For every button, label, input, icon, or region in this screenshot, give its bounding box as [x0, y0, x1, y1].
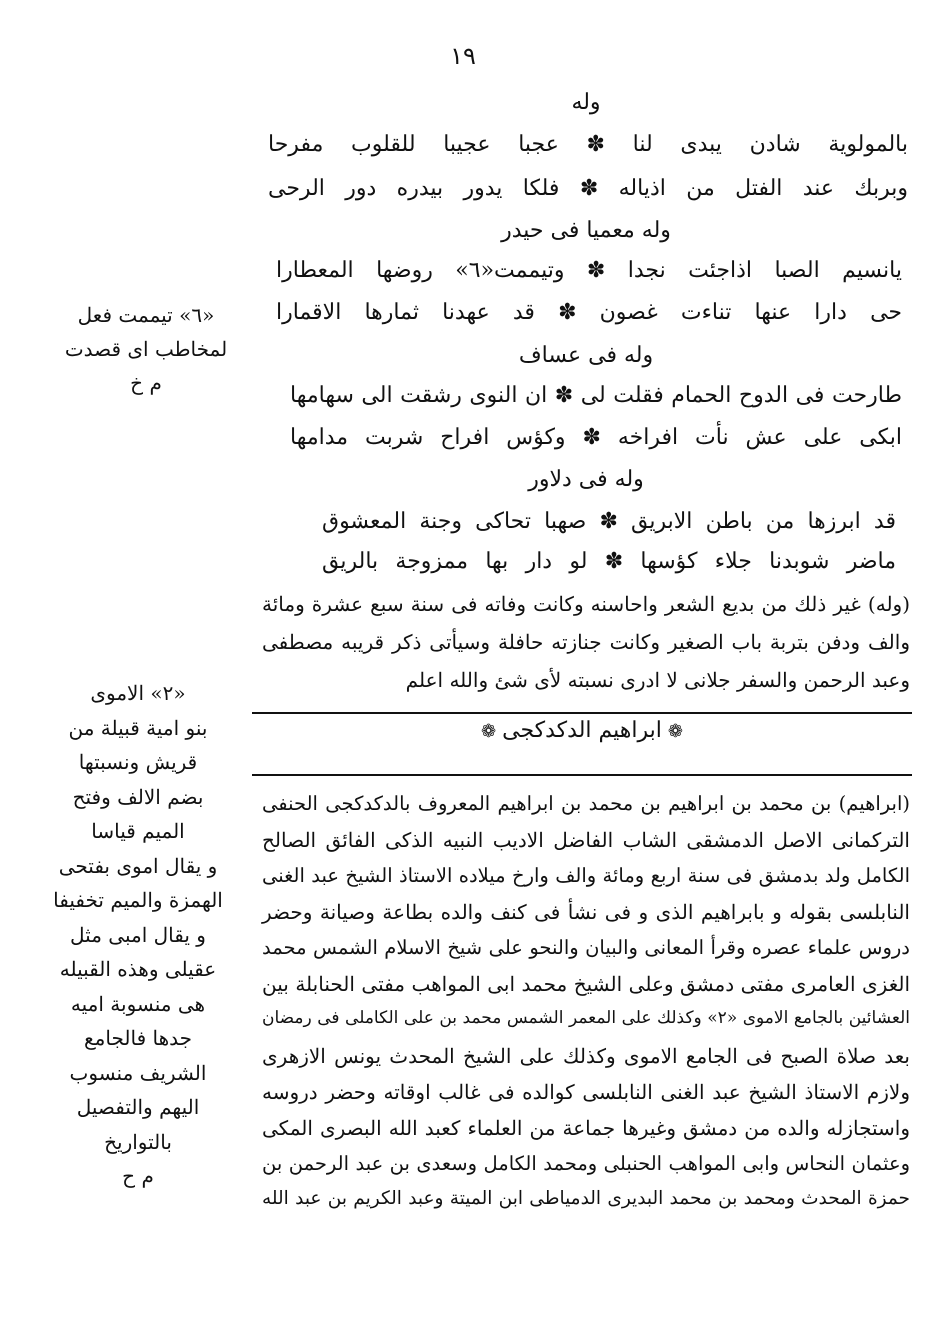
- margin-note-line: بضم الالف وفتح: [72, 784, 204, 809]
- paragraph-line: (وله) غير ذلك من بديع الشعر واحاسنه وكانت وفاته فى سنة سبع عشرة ومائة: [262, 592, 910, 616]
- header-rule-top: [252, 712, 912, 714]
- verse-line: ماضر شوبدنا جلاء كؤسها ✽ لو دار بها ممزوجة بالريق: [322, 549, 896, 574]
- biography-line: دروس علماء عصره وقرأ المعانى والبيان والنحو على شيخ الاسلام الشمس محمد: [262, 936, 910, 959]
- verse-line: وبربك عند الفتل من اذياله ✽ فلكا يدور بيدره دور الرحى: [268, 176, 908, 201]
- margin-note-line: و يقال اموى بفتحى: [58, 853, 218, 878]
- margin-note-line: اليهم والتفصيل: [76, 1095, 200, 1119]
- margin-note-line: هى منسوبة اميه: [70, 991, 206, 1016]
- poem-heading: وله معميا فى حيدر: [501, 218, 671, 243]
- poem-heading: وله فى عساف: [518, 343, 654, 368]
- margin-note-line: بالتواريخ: [104, 1129, 172, 1154]
- biography-line: الكامل ولد بدمشق فى سنة اربع ومائة والف وارخ ميلاده الاستاذ الشيخ عبد الغنى: [262, 864, 910, 887]
- biography-line: واستجازله والده من دمشق وغيرها جماعة من العلماء كعبد الله البصرى المكى: [262, 1116, 910, 1140]
- margin-note-line: الميم قياسا: [91, 819, 185, 843]
- margin-note-line: م ح: [122, 1164, 154, 1188]
- margin-note-line: «٦» تيممت فعل: [77, 303, 215, 327]
- biography-line: وعثمان النحاس وابى المواهب الحنبلى ومحمد الكامل وسعدى بن عبد الرحمن بن: [262, 1152, 910, 1175]
- biography-line: العشائين بالجامع الاموى «٢» وكذلك على المعمر الشمس محمد بن على الكاملى فى رمضان: [262, 1008, 910, 1028]
- margin-note: [52, 298, 240, 400]
- biography-line: (ابراهيم) بن محمد بن ابراهيم بن محمد بن ابراهيم المعروف بالدكدكجى الحنفى: [262, 792, 910, 815]
- margin-note-line: و يقال امبى مثل: [70, 922, 206, 947]
- margin-note-line: لمخاطب اى قصدت: [64, 337, 228, 361]
- verse-line: ابكى على عش نأت افراخه ✽ وكؤس افراح شربت مدامها: [290, 425, 902, 450]
- page-number: [0, 42, 926, 70]
- section-heading: [252, 718, 912, 743]
- biography-line: الغزى العامرى مفتى دمشق وعلى الشيخ محمد ابى المواهب مفتى الحنابلة بين: [262, 972, 910, 996]
- header-rule-bottom: [252, 774, 912, 776]
- paragraph-line: والف ودفن بتربة باب الصغير وكانت جنازته حافلة وسيأتى ذكر قريبه مصطفى: [262, 630, 910, 654]
- verse-line: قد ابرزها من باطن الابريق ✽ صهبا تحاكى وجنة المعشوق: [322, 509, 896, 534]
- verse-line: حى دارا عنها تناءت غصون ✽ قد عهدنا ثمارها الاقمارا: [276, 300, 902, 325]
- margin-note-line: «٢» الاموى: [90, 681, 186, 705]
- margin-note: [40, 676, 236, 1194]
- ornament-icon: ❁: [667, 721, 683, 742]
- margin-note-line: الشريف منسوب: [69, 1060, 207, 1085]
- section-heading-text: ابراهيم الدكدكجى: [502, 718, 662, 743]
- verse-line: يانسيم الصبا اذاجئت نجدا ✽ وتيممت«٦» روضها المعطارا: [276, 258, 902, 283]
- page-number-text: ١٩: [450, 42, 476, 70]
- poem-heading: وله فى دلاور: [528, 467, 644, 492]
- margin-note-line: جدها فالجامع: [84, 1026, 192, 1050]
- verse-line: بالمولوية شادن يبدى لنا ✽ عجبا عجيبا للقلوب مفرحا: [268, 132, 908, 157]
- ornament-icon: ❁: [481, 721, 497, 742]
- biography-line: النابلسى بقوله و بابراهيم الذى و فى نشأ فى كنف والده بطاعة وصيانة وحضر: [262, 900, 910, 924]
- margin-note-line: عقيلى وهذه القبيله: [59, 957, 217, 981]
- biography-line: بعد صلاة الصبح فى الجامع الاموى وكذلك على الشيخ المحدث يونس الازهرى: [262, 1044, 910, 1068]
- poem-heading: وله: [571, 90, 601, 115]
- biography-line: حمزة المحدث ومحمد بن محمد البديرى الدمياطى ابن الميتة وعبد الكريم بن عبد الله: [262, 1188, 910, 1209]
- margin-note-line: الهمزة والميم تخفيفا: [53, 888, 223, 912]
- verse-line: طارحت فى الدوح الحمام فقلت لى ✽ ان النوى رشقت الى سهامها: [290, 383, 902, 408]
- paragraph-line: وعبد الرحمن والسفر جلانى لا ادرى نسبته لأى شئ والله اعلم: [405, 668, 910, 692]
- biography-line: التركمانى الاصل الدمشقى الشاب الفاضل الاديب النبيه الذكى الفائق الصالح: [262, 828, 910, 852]
- margin-note-line: بنو امية قبيلة من: [68, 715, 208, 740]
- margin-note-line: م خ: [130, 371, 162, 395]
- biography-line: ولازم الاستاذ الشيخ عبد الغنى النابلسى كوالده فى غالب اوقاته وحضر دروسه: [262, 1080, 910, 1104]
- margin-note-line: قريش ونسبتها: [78, 750, 198, 774]
